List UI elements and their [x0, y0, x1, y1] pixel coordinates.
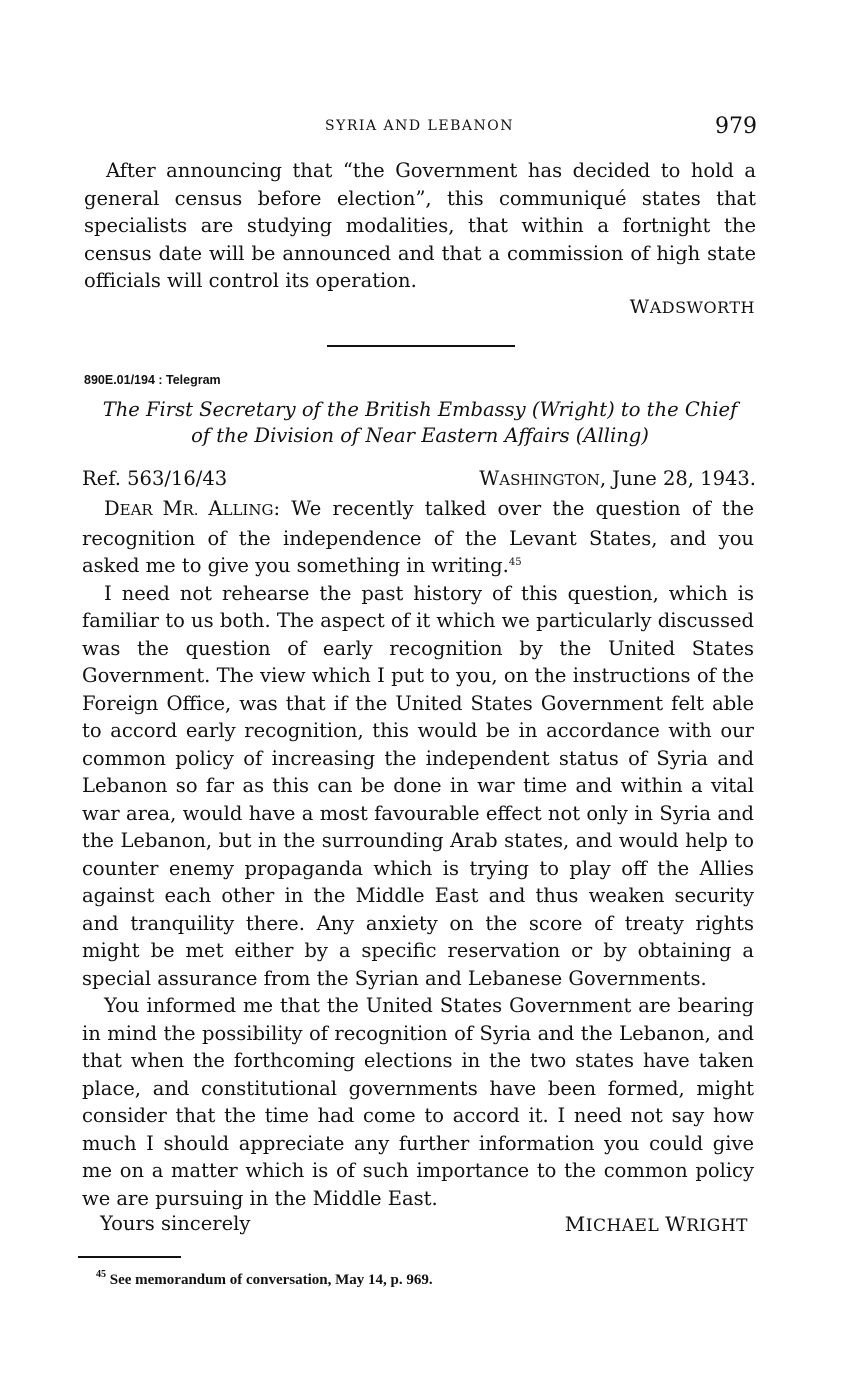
- letter-body: [82, 495, 754, 1212]
- footnote-divider: [78, 1256, 181, 1258]
- letter-paragraph-2: I need not rehearse the past history of this question, which is familiar to us both. The aspect of it which we particularly discussed was the question of early recognition by the United States Government. The view which I put to you, on the instructions of the Foreign Office, was that if the United States Government felt able to accord early recognition, this would be in accordance with our common policy of increasing the independent status of Syria and Lebanon so far as this can be done in war time and within a vital war area, would have a most favourable effect not only in Syria and the Lebanon, but in the surrounding Arab states, and would help to counter enemy propaganda which is trying to play off the Allies against each other in the Middle East and thus weaken security and tranquility there. Any anxiety on the score of treaty rights might be met either by a specific reservation or by obtaining a special assurance from the Syrian and Lebanese Governments.: [82, 581, 754, 990]
- complimentary-close: Yours sincerely: [100, 1212, 251, 1235]
- heading-line-2: of the Division of Near Eastern Affairs (Alling): [191, 424, 649, 447]
- letter-paragraph-1: DEAR MR. ALLING: We recently talked over the question of the recognition of the independence of the Levant States, and you asked me to give you something in writing.$^{45}$: [82, 497, 754, 577]
- document-heading: [84, 397, 756, 449]
- running-title: SYRIA AND LEBANON: [325, 118, 514, 134]
- page-number: 979: [715, 114, 757, 139]
- preceding-paragraph: After announcing that “the Government has decided to hold a general census before election”, this communiqué states that specialists are studying modalities, that within a fortnight the census date will be announced and that a commission of high state officials will control its operation.: [84, 159, 756, 292]
- reference-number: Ref. 563/16/43: [82, 467, 228, 490]
- footnote-marker: 45: [508, 557, 522, 568]
- section-divider: [327, 345, 515, 347]
- file-reference: 890E.01/194 : Telegram: [84, 373, 221, 387]
- footnote: [96, 1269, 433, 1289]
- signer-name: MICHAEL WRIGHT: [564, 1212, 748, 1236]
- footnote-text: See memorandum of conversation, May 14, p. 969.: [106, 1272, 433, 1288]
- preceding-signature: WADSWORTH: [629, 296, 755, 318]
- footnote-number: 45: [96, 1269, 106, 1280]
- place-date: WASHINGTON, June 28, 1943.: [479, 467, 756, 490]
- heading-line-1: The First Secretary of the British Embassy (Wright) to the Chief: [102, 398, 738, 421]
- letter-paragraph-3: You informed me that the United States Government are bearing in mind the possibility of recognition of Syria and the Lebanon, and that when the forthcoming elections in the two states have taken place, and constitutional governments have been formed, might consider that the time had come to accord it. I need not say how much I should appreciate any further information you could give me on a matter which is of such importance to the common policy we are pursuing in the Middle East.: [82, 994, 754, 1210]
- salutation: DEAR MR. ALLING:: [104, 497, 281, 520]
- running-head: [82, 114, 757, 144]
